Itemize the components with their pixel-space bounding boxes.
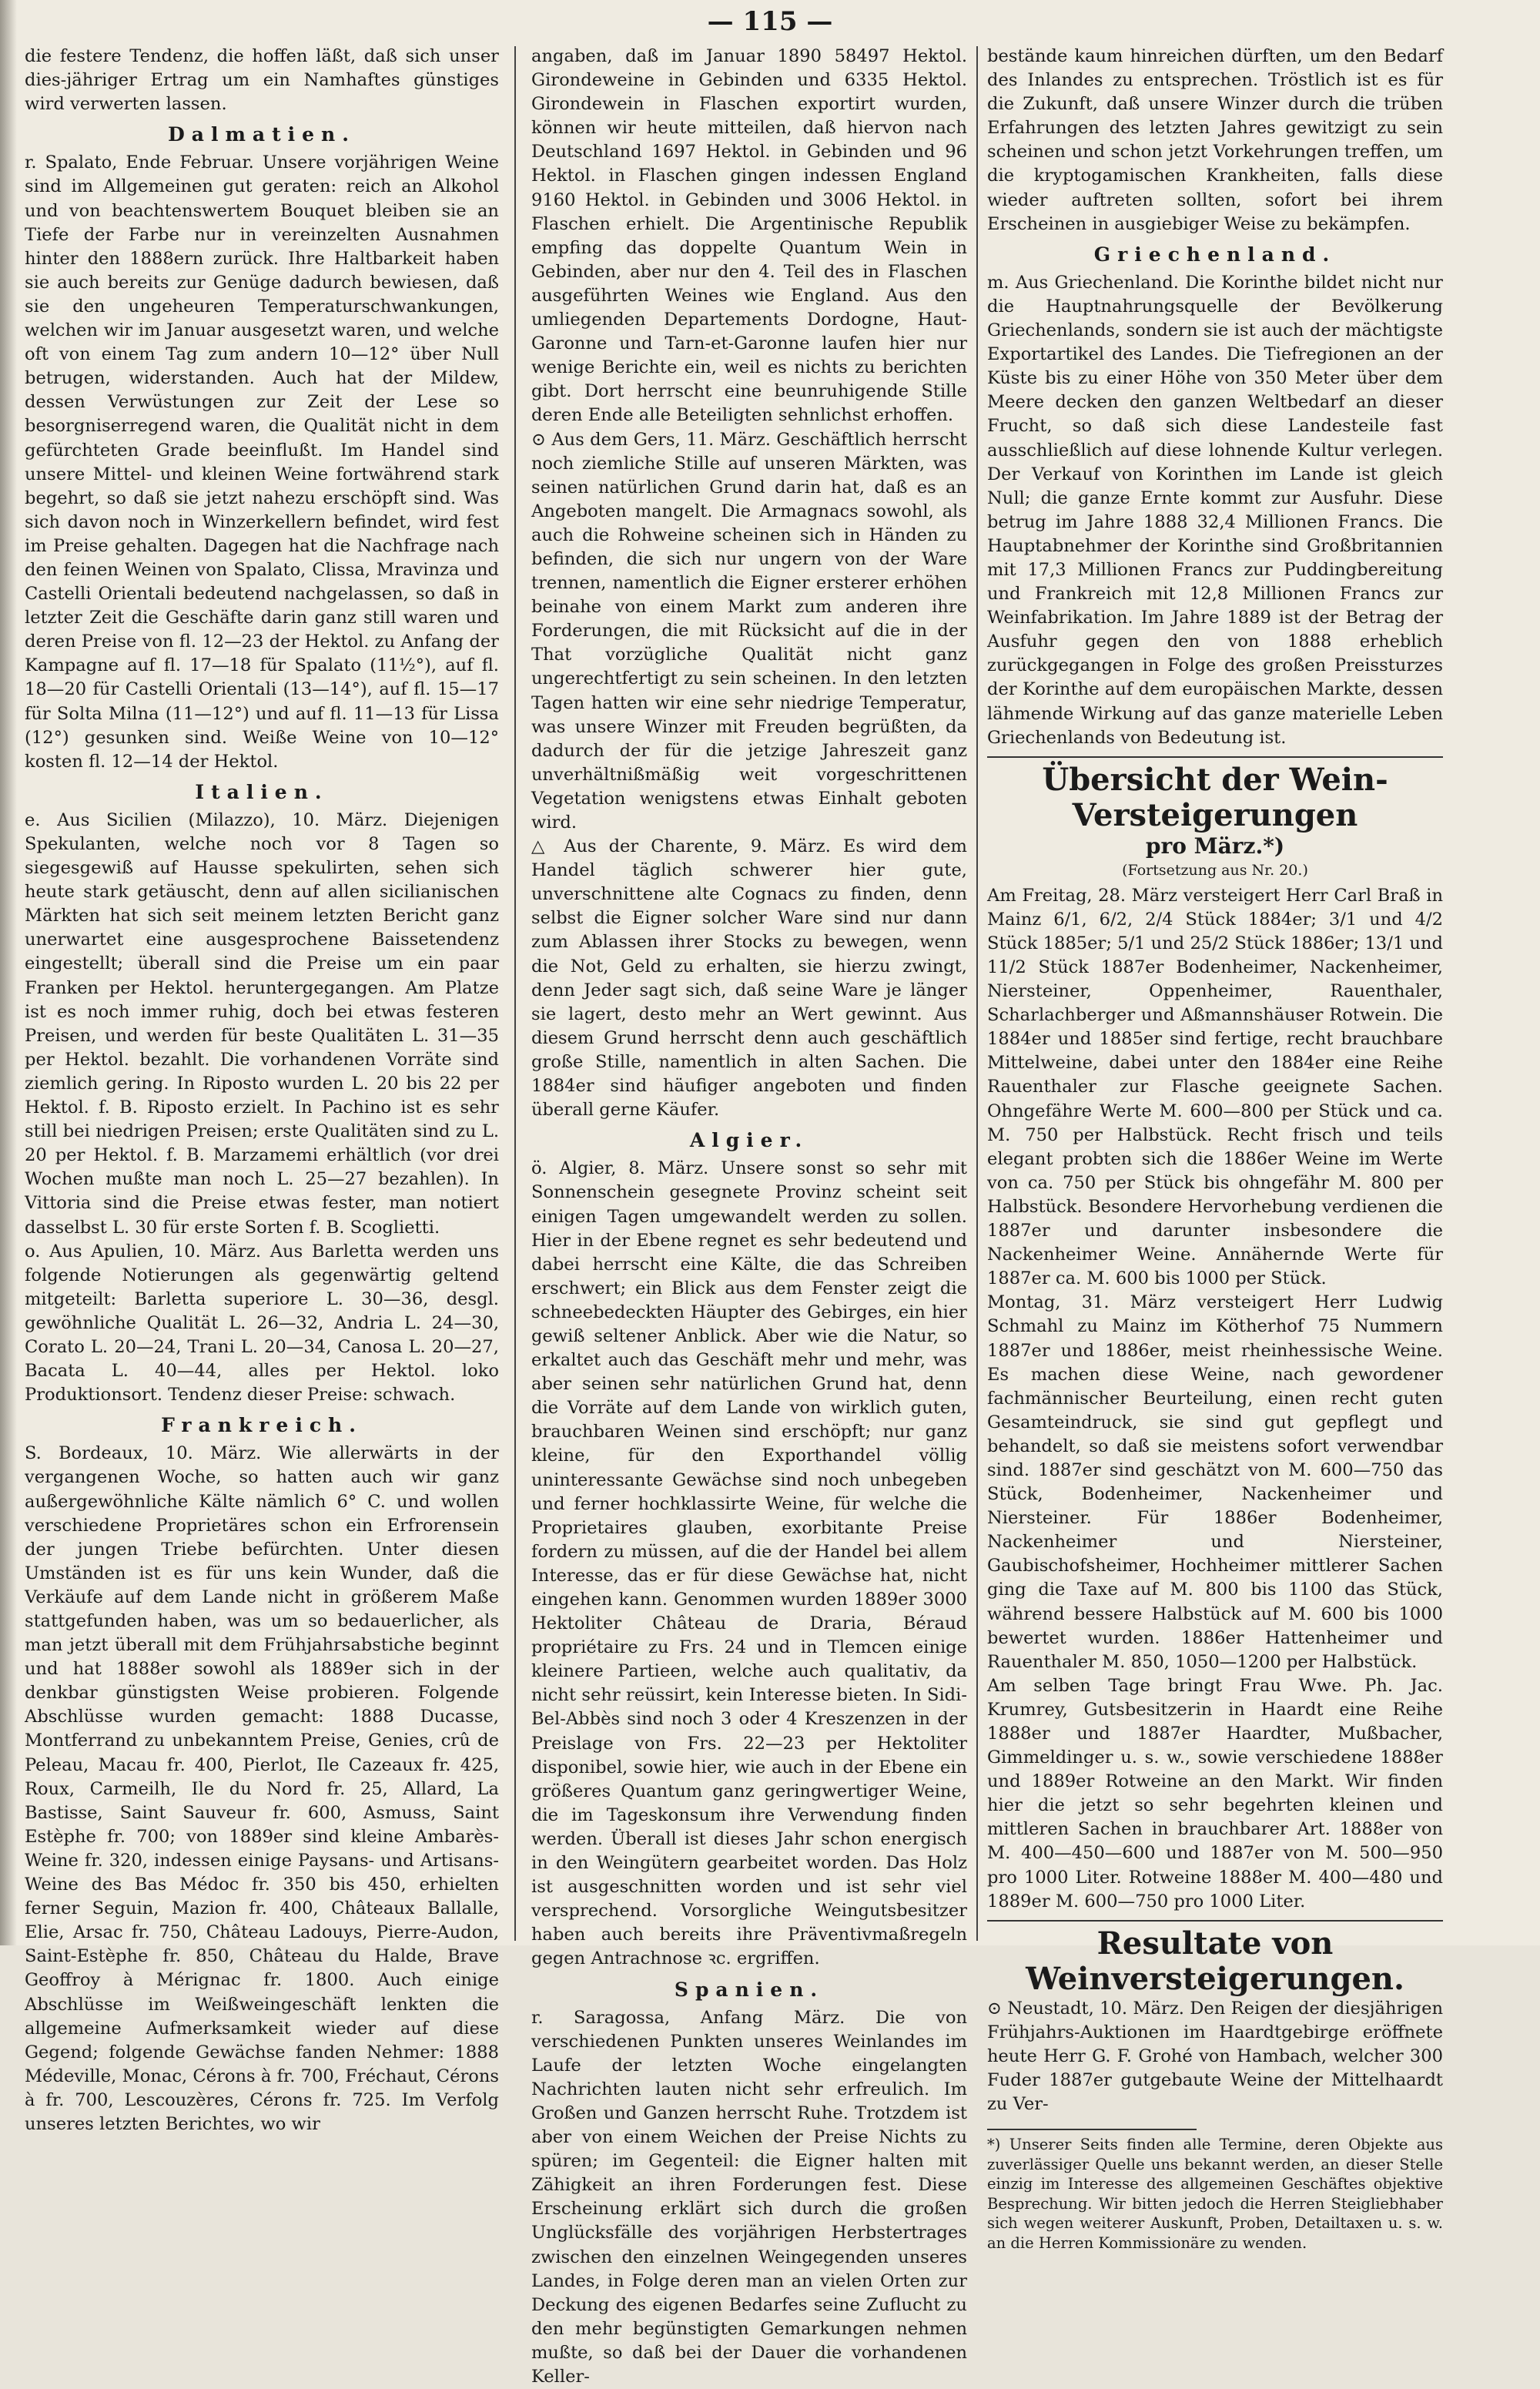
article-neustadt: ⊙ Neustadt, 10. März. Den Reigen der diesjährigen Frühjahrs-Auktionen im Haardtgebirge eröffnete heute Herr G. F. Grohé von Hambach, welcher 300 Fuder 1887er gutgebaute Weine der Mittelhaardt zu Ver- — [987, 1998, 1443, 2115]
paragraph: angaben, daß im Januar 1890 58497 Hektol. Girondeweine in Gebinden und 6335 Hektol. Girondewein in Flaschen exportirt wurden, können wir heute mitteilen, daß hiervon nach Deutschland 1697 Hektol. in Gebinden und 96 Hektol. in Flaschen gingen indessen England 9160 Hektol. in Gebinden und 3006 Hektol. in Flaschen erhielt. Die Argentinische Republik empfing das doppelte Quantum Wein in Gebinden, aber nur den 4. Teil des in Flaschen ausgeführten Weines wie England. Aus den umliegenden Departements Dordogne, Haut-Garonne und Tarn-et-Garonne laufen hier nur wenige Berichte ein, weil es nichts zu berichten gibt. Dort herrscht eine beunruhigende Stille deren Ende alle Beteiligten sehnlichst erhoffen. — [531, 46, 967, 426]
article-gers: ⊙ Aus dem Gers, 11. März. Geschäftlich herrscht noch ziemliche Stille auf unseren Märkten, was seinen natürlichen Grund darin hat, daß es an Angeboten mangelt. Die Armagnacs sowohl, als auch die Rohweine scheinen sich in Händen zu befinden, die sich nur ungern von der Ware trennen, namentlich die Eigner ersterer erhöhen beinahe von einem Markt zum anderen ihre Forderungen, die mit Rücksicht auf die in der That vorzügliche Qualität nicht ganz ungerechtfertigt zu sein scheinen. In den letzten Tagen hatten wir eine sehr niedrige Temperatur, was unsere Winzer mit Freuden begrüßten, da dadurch der für die jetzige Jahreszeit ganz unverhältnißmäßig weit vorgeschrittenen Vegetation wenigstens etwas Einhalt geboten wird. — [531, 429, 967, 833]
section-heading-frankreich: Frankreich. — [161, 1414, 363, 1437]
section-heading-spanien: Spanien. — [674, 1978, 825, 2001]
column-divider — [514, 46, 516, 1941]
article-algier: ö. Algier, 8. März. Unsere sonst so sehr mit Sonnenschein gesegnete Provinz scheint seit einigen Tagen umgewandelt werden zu sollen. Hier in der Ebene regnet es sehr bedeutend und dabei herrscht eine Kälte, die das Schreiben erschwert; ein Blick aus dem Fenster zeigt die schneebedeckten Häupter des Gebirges, ein hier gewiß seltener Anblick. Aber wie die Natur, so erkaltet auch das Geschäft mehr und mehr, was aber seinen sehr natürlichen Grund hat, denn die Vorräte auf dem Lande von wirklich guten, brauchbaren Weinen sind erschöpft; nur ganz kleine, für den Exporthandel völlig uninteressante Gewächse sind noch unbegeben und ferner hochklassirte Weine, für welche die Proprietaires glauben, exorbitante Preise fordern zu müssen, auf die der Handel bei allem Interesse, das er für diese Gewächse hat, nicht eingehen kann. Genommen wurden 1889er 3000 Hektoliter Château de Draria, Béraud propriétaire zu Frs. 24 und in Tlemcen einige kleinere Partieen, welche auch qualitativ, da nicht sehr reüssirt, kein Interesse bieten. In Sidi-Bel-Abbès sind noch 3 oder 4 Kreszenzen in der Preislage von Frs. 22—23 per Hektoliter disponibel, sowie hier, wie auch in der Ebene ein größeres Quantum ganz geringwertiger Weine, die im Tageskonsum ihre Verwendung finden werden. Überall ist dieses Jahr schon energisch in den Weingütern gearbeitet worden. Das Holz ist ausgeschnitten worden und ist sehr viel versprechend. Vorsorgliche Weingutsbesitzer haben auch bereits ihre Präventivmaßregeln gegen Antrachnose ꝛc. ergriffen. — [531, 1158, 967, 1969]
section-heading-dalmatien: Dalmatien. — [168, 123, 356, 146]
binding-shadow — [0, 0, 17, 1945]
article-saragossa: r. Saragossa, Anfang März. Die von verschiedenen Punkten unseres Weinlandes im Laufe der letzten Woche eingelangten Nachrichten lauten nicht sehr erfreulich. Im Großen und Ganzen herrscht Ruhe. Trotzdem ist aber von einem Weichen der Preise Nichts zu spüren; im Gegenteil: die Eigner halten mit Zähigkeit an ihren Forderungen fest. Diese Erscheinung erklärt sich durch die großen Unglücksfälle des vorjährigen Herbstertrages zwischen den einzelnen Weingegenden unseres Landes, in Folge deren man an vielen Orten zur Deckung des eigenen Bedarfes seine Zuflucht zu den mehr begünstigten Gemarkungen nehmen mußte, so daß bei der Dauer die vorhandenen Keller- — [531, 2007, 967, 2387]
section-rule — [987, 756, 1443, 758]
title-uebersicht: Übersicht der Wein-Versteigerungen — [1042, 761, 1388, 833]
section-heading-griechenland: Griechenland. — [1093, 243, 1337, 266]
footnote: *) Unserer Seits finden alle Termine, deren Objekte aus zuverlässiger Quelle uns bekannt werden, an dieser Stelle einzig im Interesse des allgemeinen Geschäftes objektive Besprechung. Wir bitten jedoch die Herren Steigliebhaber sich wegen weiterer Auskunft, Proben, Detailtaxen u. s. w. an die Herren Kommissionäre zu wenden. — [987, 2136, 1443, 2252]
article-spalato: r. Spalato, Ende Februar. Unsere vorjährigen Weine sind im Allgemeinen gut geraten: reich an Alkohol und von beachtenswertem Bouquet bleiben sie an Tiefe der Farbe nur in vereinzelten Ausnahmen hinter den 1888ern zurück. Ihre Haltbarkeit haben sie auch bereits zur Genüge dadurch bewiesen, daß sie den ungeheuren Temperaturschwankungen, welchen wir im Januar ausgesetzt waren, und welche oft von einem Tag zum andern 10—12° über Null betrugen, widerstanden. Auch hat der Mildew, dessen Verwüstungen zur Zeit der Lese so besorgniserregend waren, die Qualität nicht in dem gefürchteten Grade beeinflußt. Im Handel sind unsere Mittel- und kleinen Weine fortwährend stark begehrt, so daß sie jetzt nahezu erschöpft sind. Was sich davon noch in Winzerkellern befindet, wird fest im Preise gehalten. Dagegen hat die Nachfrage nach den feinen Weinen von Spalato, Clissa, Mravinza und Castelli Orientali bedeutend nachgelassen, so daß in letzter Zeit die Geschäfte darin ganz still waren und deren Preise von fl. 12—23 der Hektol. zu Anfang der Kampagne auf fl. 17—18 für Spalato (11½°), auf fl. 18—20 für Castelli Orientali (13—14°), auf fl. 15—17 für Solta Milna (11—12°) und auf fl. 11—13 für Lissa (12°) gesunken sind. Weiße Weine von 10—12° kosten fl. 12—14 der Hektol. — [25, 152, 499, 772]
column-3 — [987, 45, 1443, 2253]
article-selben-tage: Am selben Tage bringt Frau Wwe. Ph. Jac. Krumrey, Gutsbesitzerin in Haardt eine Reihe 1888er und 1887er Haardter, Mußbacher, Gimmeldinger u. s. w., sowie verschiedene 1888er und 1889er Rotweine an den Markt. Wir finden hier die jetzt so sehr begehrten kleinen und mittleren Sachen in brauchbarer Art. 1888er von M. 400—450—600 und 1887er von M. 500—950 pro 1000 Liter. Rotweine 1888er M. 400—480 und 1889er M. 600—750 pro 1000 Liter. — [987, 1675, 1443, 1912]
column-divider — [976, 46, 978, 1941]
section-heading-algier: Algier. — [689, 1129, 809, 1152]
article-montag: Montag, 31. März versteigert Herr Ludwig Schmahl zu Mainz im Kötherhof 75 Nummern 1887er und 1886er, meist rheinhessische Weine. Es machen diese Weine, nach gewordener fachmännischer Beurteilung, einen recht guten Gesamteindruck, sie sind gut gepflegt und behandelt, so daß sie meistens sofort verwendbar sind. 1887er sind geschätzt von M. 600—750 das Stück, Bodenheimer, Nackenheimer und Niersteiner. Für 1886er Bodenheimer, Nackenheimer und Niersteiner, Gaubischofsheimer, Hochheimer mittlerer Sachen ging die Taxe auf M. 800 bis 1100 das Stück, während bessere Halbstück auf M. 600 bis 1000 bewertet wurden. 1886er Hattenheimer und Rauenthaler M. 850, 1050—1200 per Halbstück. — [987, 1292, 1443, 1672]
column-1 — [25, 45, 499, 2136]
title-resultate: Resultate von Weinversteigerungen. — [1026, 1925, 1404, 1997]
title-maerz: pro März.*) — [1145, 833, 1285, 859]
article-bordeaux: S. Bordeaux, 10. März. Wie allerwärts in der vergangenen Woche, so hatten auch wir ganz außergewöhnliche Kälte nämlich 6° C. und wollen verschiedene Proprietäres schon ein Erfrorensein der jungen Triebe befürchten. Unter diesen Umständen ist es für uns kein Wunder, daß die Verkäufe auf dem Lande nicht in größerem Maße stattgefunden haben, was um so bedauerlicher, als man jetzt überall mit dem Frühjahrsabstiche beginnt und hat 1888er sowohl als 1889er sich in der denkbar günstigsten Weise probieren. Folgende Abschlüsse wurden gemacht: 1888 Ducasse, Montferrand zu unbekanntem Preise, Genies, crû de Peleau, Macau fr. 400, Pierlot, Ile Cazeaux fr. 425, Roux, Carmeilh, Ile du Nord fr. 25, Allard, La Bastisse, Saint Sauveur fr. 600, Asmuss, Saint Estèphe fr. 700; von 1889er sind kleine Ambarès-Weine fr. 320, indessen einige Paysans- und Artisans-Weine des Bas Médoc fr. 350 bis 450, erhielten ferner Seguin, Mazion fr. 400, Châteaux Ballalle, Elie, Arsac fr. 750, Château Ladouys, Pierre-Audon, Saint-Estèphe fr. 850, Château du Halde, Brave Geoffroy à Mérignac fr. 1800. Auch einige Abschlüsse im Weißweingeschäft lenkten die allgemeine Aufmerksamkeit wieder auf diese Gegend; folgende Gewächse fanden Nehmer: 1888 Médeville, Monac, Cérons à fr. 700, Fréchaut, Cérons à fr. 700, Lescouzères, Cérons fr. 725. Im Verfolg unseres letzten Berichtes, wo wir — [25, 1443, 499, 2134]
page-number: — 115 — — [707, 6, 833, 37]
article-freitag: Am Freitag, 28. März versteigert Herr Carl Braß in Mainz 6/1, 6/2, 2/4 Stück 1884er; 3/1 und 4/2 Stück 1885er; 5/1 und 25/2 Stück 1886er; 13/1 und 11/2 Stück 1887er Bodenheimer, Nackenheimer, Niersteiner, Oppenheimer, Rauenthaler, Scharlachberger und Aßmannshäuser Rotwein. Die 1884er und 1885er sind fertige, recht brauchbare Mittelweine, dabei unter den 1884er eine Reihe Rauenthaler zur Flasche geeignete Sachen. Ohngefähre Werte M. 600—800 per Stück und ca. M. 750 per Halbstück. Recht frisch und teils elegant probten sich die 1886er Weine im Werte von ca. 750 per Stück bis ohngefähr M. 800 per Halbstück. Besondere Hervorhebung verdienen die 1887er und darunter insbesondere die Nackenheimer Weine. Annähernde Werte für 1887er ca. M. 600 bis 1000 per Stück. — [987, 885, 1443, 1289]
paragraph: bestände kaum hinreichen dürften, um den Bedarf des Inlandes zu entsprechen. Tröstlich ist es für die Zukunft, daß unsere Winzer durch die trüben Erfahrungen des letzten Jahres gewitzigt zu sein scheinen und schon jetzt Vorkehrungen treffen, um die kryptogamischen Krankheiten, falls diese wieder auftreten sollten, sofort bei ihrem Erscheinen in ausgiebiger Weise zu bekämpfen. — [987, 46, 1443, 234]
column-2 — [531, 45, 967, 2389]
section-heading-italien: Italien. — [195, 780, 329, 803]
article-griechenland: m. Aus Griechenland. Die Korinthe bildet nicht nur die Hauptnahrungsquelle der Bevölkerung Griechenlands, sondern sie ist auch der mächtigste Exportartikel des Landes. Die Tiefregionen an der Küste bis zu einer Höhe von 350 Meter über dem Meere decken den ganzen Weltbedarf an dieser Frucht, so daß sich diese Landesteile fast ausschließlich auf diese lohnende Kultur verlegen. Der Verkauf von Korinthen im Lande ist gleich Null; die ganze Ernte kommt zur Ausfuhr. Diese betrug im Jahre 1888 32,4 Millionen Francs. Die Hauptabnehmer der Korinthe sind Großbritannien mit 17,3 Millionen Francs zur Puddingbereitung und Frankreich mit 12,8 Millionen Francs zur Weinfabrikation. Im Jahre 1889 ist der Betrag der Ausfuhr gegen den von 1888 erheblich zurückgegangen in Folge des großen Preissturzes der Korinthe auf dem europäischen Markte, dessen lähmende Wirkung auf das ganze materielle Leben Griechenlands von Bedeutung ist. — [987, 272, 1443, 748]
section-rule — [987, 1920, 1443, 1922]
article-apulien: o. Aus Apulien, 10. März. Aus Barletta werden uns folgende Notierungen als gegenwärtig geltend mitgeteilt: Barletta superiore L. 30—36, desgl. gewöhnliche Qualität L. 26—32, Andria L. 24—30, Corato L. 20—24, Trani L. 20—34, Canosa L. 20—27, Bacata L. 40—44, alles per Hektol. loko Produktionsort. Tendenz dieser Preise: schwach. — [25, 1241, 499, 1406]
footnote-rule — [987, 2129, 1197, 2130]
article-sicilien: e. Aus Sicilien (Milazzo), 10. März. Diejenigen Spekulanten, welche noch vor 8 Tagen so siegesgewiß auf Hausse spekulirten, sehen sich heute stark getäuscht, denn auf allen sicilianischen Märkten hat sich seit meinem letzten Bericht ganz unerwartet eine ausgesprochene Baissetendenz eingestellt; überall sind die Preise um ein paar Franken per Hektol. heruntergegangen. Am Platze ist es noch immer ruhig, doch bei etwas festeren Preisen, und werden für beste Qualitäten L. 31—35 per Hektol. bezahlt. Die vorhandenen Vorräte sind ziemlich gering. In Riposto wurden L. 20 bis 22 per Hektol. f. B. Riposto erzielt. In Pachino ist es sehr still bei niedrigen Preisen; erste Qualitäten sind zu L. 20 per Hektol. f. B. Marzamemi erhältlich (vor drei Wochen mußte man noch L. 25—27 bezahlen). In Vittoria sind die Preise etwas fester, man notiert dasselbst L. 30 für erste Sorten f. B. Scoglietti. — [25, 809, 499, 1238]
note-fortsetzung: (Fortsetzung aus Nr. 20.) — [1122, 861, 1308, 879]
paragraph: die festere Tendenz, die hoffen läßt, daß sich unser dies-jähriger Ertrag um ein Namhaftes günstiges wird verwerten lassen. — [25, 46, 499, 115]
article-charente: △ Aus der Charente, 9. März. Es wird dem Handel täglich schwerer hier gute, unverschnittene alte Cognacs zu finden, denn selbst die Eigner solcher Ware sind nur dann zum Ablassen ihrer Stocks zu bewegen, wenn die Not, Geld zu erhalten, sie hierzu zwingt, denn Jeder sagt sich, daß seine Ware je länger sie lagert, desto mehr an Wert gewinnt. Aus diesem Grund herrscht denn auch geschäftlich große Stille, namentlich in alten Sachen. Die 1884er sind häufiger angeboten und finden überall gerne Käufer. — [531, 836, 967, 1121]
